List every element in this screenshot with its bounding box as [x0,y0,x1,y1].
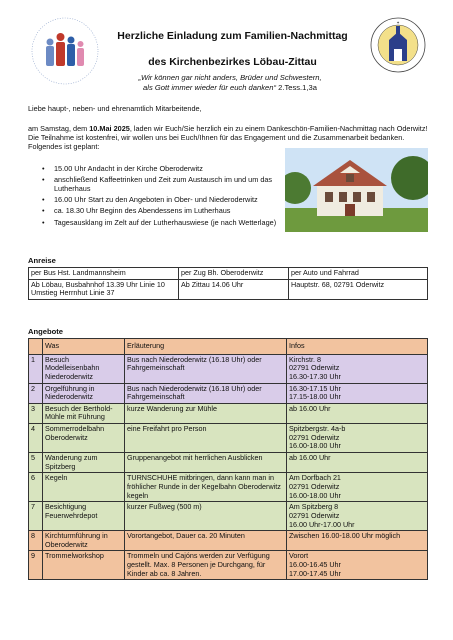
quote-reference: 2.Tess.1,3a [276,83,317,93]
schedule-item: • ca. 18.30 Uhr Beginn des Abendessens im Lutherhaus [28,206,288,215]
table-row [29,453,428,473]
row-was: Besuch Modelleisenbahn Niederoderwitz [43,354,125,383]
row-infos: Spitzbergstr. 4a-b 02791 Oderwitz 16.00-18.00 Uhr [287,424,428,453]
anreise-auto-cell: Hauptstr. 68, 02791 Oderwitz [289,279,428,299]
table-row [29,531,428,551]
row-infos: Zwischen 16.00-18.00 Uhr möglich [287,531,428,551]
row-was: Wanderung zum Spitzberg [43,453,125,473]
title-line-1: Herzliche Einladung zum Familien-Nachmittag [117,30,348,42]
lutherhaus-photo [285,148,428,232]
svg-text:✦: ✦ [396,20,400,25]
row-infos: ab 16.00 Uhr [287,453,428,473]
header-num [29,339,43,355]
schedule-list [28,164,288,229]
row-infos: Kirchstr. 8 02791 Oderwitz 16.30-17.30 Uhr [287,354,428,383]
table-row [29,473,428,502]
schedule-item: • 15.00 Uhr Andacht in der Kirche Oberoderwitz [28,164,288,173]
row-erlaeuterung: kurze Wanderung zur Mühle [125,403,287,423]
header-was: Was [43,339,125,355]
anreise-header-zug: per Zug Bh. Oberoderwitz [179,268,289,280]
row-was: Kegeln [43,473,125,502]
row-was: Besichtigung Feuerwehrdepot [43,502,125,531]
table-row [29,424,428,453]
plan-intro: Folgendes ist geplant: [28,142,100,152]
angebote-table [28,338,428,580]
header-erlaeuterung: Erläuterung [125,339,287,355]
row-number: 8 [29,531,43,551]
row-number: 3 [29,403,43,423]
row-erlaeuterung: Vorortangebot, Dauer ca. 20 Minuten [125,531,287,551]
row-number: 2 [29,383,43,403]
schedule-item: • 16.00 Uhr Start zu den Angeboten in Ober- und Niederoderwitz [28,195,288,204]
row-erlaeuterung: Gruppenangebot mit herrlichen Ausblicken [125,453,287,473]
anreise-title: Anreise [28,256,56,265]
row-number: 4 [29,424,43,453]
table-row [29,551,428,580]
row-erlaeuterung: Bus nach Niederoderwitz (16.18 Uhr) oder Fahrgemeinschaft [125,383,287,403]
row-infos: Vorort 16.00-16.45 Uhr 17.00-17.45 Uhr [287,551,428,580]
row-infos: Am Dorfbach 21 02791 Oderwitz 16.00-18.00 Uhr [287,473,428,502]
table-header-row [29,339,428,355]
row-was: Besuch der Berthold-Mühle mit Führung [43,403,125,423]
table-row [29,279,428,299]
row-erlaeuterung: eine Freifahrt pro Person [125,424,287,453]
anreise-header-bus: per Bus Hst. Landmannsheim [29,268,179,280]
row-erlaeuterung: Bus nach Niederoderwitz (16.18 Uhr) oder Fahrgemeinschaft [125,354,287,383]
seal-logo [369,16,427,74]
row-infos: 16.30-17.15 Uhr 17.15-18.00 Uhr [287,383,428,403]
row-number: 6 [29,473,43,502]
quote-line-2: als Gott immer wieder für euch danken“ [143,83,276,93]
schedule-item: • anschließend Kaffeetrinken und Zeit zum Austausch im und um das Lutherhaus [28,175,288,193]
row-was: Sommerrodelbahn Oberoderwitz [43,424,125,453]
row-number: 7 [29,502,43,531]
event-date: 10.Mai 2025 [89,124,130,133]
row-erlaeuterung: TURNSCHUHE mitbringen, dann kann man in fröhlicher Runde in der Kegelbahn Oberoderwitz kegeln [125,473,287,502]
angebote-body [29,354,428,580]
schedule-item: • Tagesausklang im Zelt auf der Lutherhauswiese (je nach Wetterlage) [28,218,428,227]
greeting: Liebe haupt-, neben- und ehrenamtlich Mitarbeitende, [28,104,202,113]
row-was: Trommelworkshop [43,551,125,580]
row-number: 5 [29,453,43,473]
table-row [29,354,428,383]
anreise-header-auto: per Auto und Fahrrad [289,268,428,280]
table-header-row [29,268,428,280]
main-text-pre: am Samstag, dem [28,124,90,133]
table-row [29,383,428,403]
table-row [29,403,428,423]
row-was: Kirchturmführung in Oberoderwitz [43,531,125,551]
row-was: Orgelführung in Niederoderwitz [43,383,125,403]
anreise-bus-cell: Ab Löbau, Busbahnhof 13.39 Uhr Linie 10 Umstieg Herrnhut Linie 37 [29,279,179,299]
row-erlaeuterung: Trommeln und Cajóns werden zur Verfügung gestellt. Max. 8 Personen je Durchgang, für Kinder ab ca. 8 Jahren. [125,551,287,580]
anreise-table [28,267,428,300]
anreise-zug-cell: Ab Zittau 14.06 Uhr [179,279,289,299]
row-infos: Am Spitzberg 8 02791 Oderwitz 16.00 Uhr-17.00 Uhr [287,502,428,531]
title-line-2: des Kirchenbezirkes Löbau-Zittau [148,56,317,68]
bible-quote [80,73,380,94]
quote-line-1: „Wir können gar nicht anders, Brüder und Schwestern, [138,73,322,82]
row-infos: ab 16.00 Uhr [287,403,428,423]
table-row [29,502,428,531]
header-infos: Infos [287,339,428,355]
row-number: 9 [29,551,43,580]
main-text-post: , laden wir Euch/Sie herzlich ein zu einem Dankeschön-Familien-Nachmittag nach Oderwitz! Die Teilnahme ist kostenfrei, wir wollen uns bei Euch/Ihnen für das Engagement und die Zusammenarbeit bedanken. [28,124,428,143]
row-number: 1 [29,354,43,383]
angebote-title: Angebote [28,327,64,336]
row-erlaeuterung: kurzer Fußweg (500 m) [125,502,287,531]
